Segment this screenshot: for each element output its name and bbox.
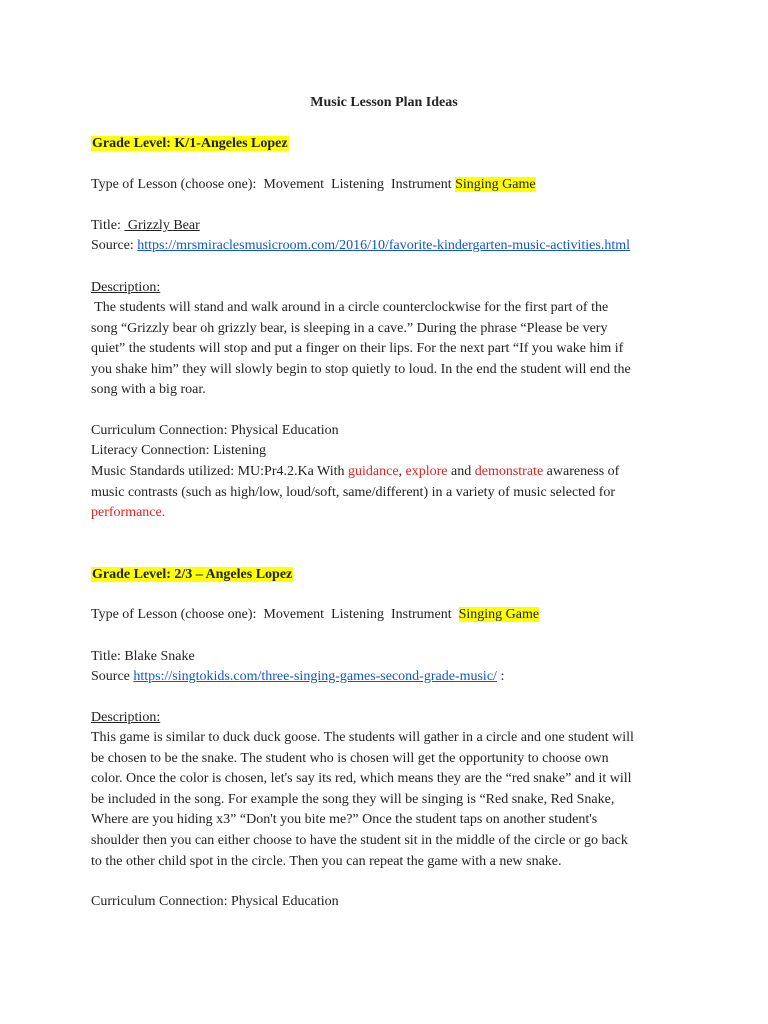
standards-explore: explore [405,464,448,479]
lesson1-source-line [91,236,630,256]
lesson1-description [91,298,691,401]
lesson1-source-link[interactable]: https://mrsmiraclesmusicroom.com/2016/10/favorite-kindergarten-music-activities.html [137,238,631,253]
lesson2-grade-highlight: Grade Level: 2/3 – Angeles Lopez [92,567,293,582]
standards-and: and [447,464,475,479]
lesson2-description-label: Description: [91,710,161,725]
lesson1-type-prefix: Type of Lesson (choose one): Movement Listening Instrument [91,177,456,192]
lesson2-title: Title: Blake Snake [91,649,195,664]
lesson1-description-label: Description: [91,280,161,295]
description-line: be included in the song. For example the song they will be singing is “Red snake, Red Snake, [91,791,615,807]
description-line: song with a big roar. [91,382,206,398]
lesson1-curriculum: Curriculum Connection: Physical Education [91,423,339,438]
standards-suffix: awareness of [543,464,620,479]
lesson2-description [91,728,691,872]
document-title: Music Lesson Plan Ideas [310,95,458,110]
lesson1-title-value: Grizzly Bear [124,218,200,233]
standards-period: . [161,505,166,520]
lesson1-grade-level [91,134,289,154]
lesson2-type-selected: Singing Game [458,607,540,622]
lesson1-source-label: Source: [91,238,138,253]
lesson2-source-line [91,667,504,687]
standards-comma: , [398,464,406,479]
standards-prefix: Music Standards utilized: MU:Pr4.2.Ka With [91,464,348,479]
description-line: to the other child spot in the circle. Then you can repeat the game with a new snake. [91,853,562,869]
standards-guidance: guidance [348,464,399,479]
lesson1-grade-highlight: Grade Level: K/1-Angeles Lopez [92,136,288,151]
description-line: song “Grizzly bear oh grizzly bear, is sleeping in a cave.” During the phrase “Please be very [91,320,608,336]
lesson2-type-line [91,605,539,625]
description-line: be chosen to be the snake. The student who is chosen will get the opportunity to choose own [91,750,609,766]
lesson1-title-label: Title: [91,218,125,233]
lesson2-curriculum: Curriculum Connection: Physical Education [91,894,339,909]
lesson1-standards-line1 [91,462,619,482]
description-line: quiet” the students will stop and put a finger on their lips. For the next part “If you wake him if [91,341,624,357]
lesson1-standards-line3 [91,503,165,523]
lesson2-source-link[interactable]: https://singtokids.com/three-singing-games-second-grade-music/ [133,669,497,684]
description-line: The students will stand and walk around in a circle counterclockwise for the first part of the [91,300,609,315]
description-line: you shake him” they will slowly begin to stop quietly to loud. In the end the student will end the [91,361,631,377]
lesson1-literacy: Literacy Connection: Listening [91,443,266,458]
lesson1-type-selected: Singing Game [455,177,536,192]
description-line: This game is similar to duck duck goose. The students will gather in a circle and one student will [91,730,634,745]
description-line: Where are you hiding x3” “Don't you bite me?” Once the student taps on another student's [91,812,598,828]
lesson1-standards-line2: music contrasts (such as high/low, loud/soft, same/different) in a variety of music selected for [91,485,616,500]
lesson2-type-prefix: Type of Lesson (choose one): Movement Listening Instrument [91,607,459,622]
lesson2-grade-level [91,565,293,585]
description-line: color. Once the color is chosen, let's say its red, which means they are the “red snake” and it will [91,771,632,787]
standards-demonstrate: demonstrate [474,464,544,479]
description-line: shoulder then you can either choose to have the student sit in the middle of the circle or go back [91,832,628,848]
lesson2-source-label: Source [91,669,134,684]
lesson1-type-line [91,175,536,195]
lesson2-source-suffix: : [496,669,505,684]
lesson1-title-line [91,216,200,236]
standards-performance: performance [91,505,162,520]
